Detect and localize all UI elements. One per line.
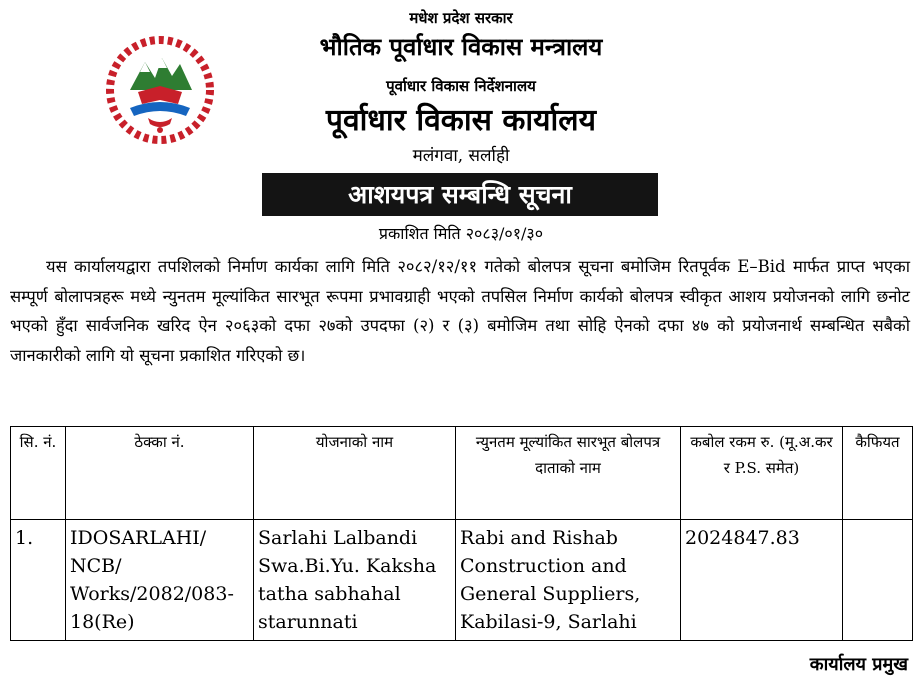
ministry-title: भौतिक पूर्वाधार विकास मन्त्रालय	[319, 32, 603, 61]
notice-body-paragraph: यस कार्यालयद्वारा तपशिलको निर्माण कार्यका लागि मिति २०८२/१२/११ गतेको बोलपत्र सूचना बमोजिम रितपूर्वक E–Bid मार्फत प्राप्त भएका सम्पूर्ण बोलापत्रहरू मध्ये न्युनतम मूल्यांकित सारभूत रूपमा प्रभावग्राही भएको तपसिल निर्माण कार्यको बोलपत्र स्वीकृत आशय प्रयोजनको लागि छनोट भएको हुँदा सार्वजनिक खरिद ऐन २०६३को दफा २७को उपदफा (२) र (३) बमोजिम तथा सोहि ऐनको दफा ४७ को प्रयोजनार्थ सम्बन्धित सबैको जानकारीको लागि यो सूचना प्रकाशित गरिएको छ।	[10, 257, 910, 365]
cell-bid-amount: 2024847.83	[681, 520, 843, 641]
office-chief-signature: कार्यालय प्रमुख	[809, 654, 908, 675]
table-header-row	[11, 427, 913, 520]
header-project-name: योजनाको नाम	[254, 427, 456, 520]
header-remarks: कैफियत	[843, 427, 913, 520]
office-title: पूर्वाधार विकास कार्यालय	[325, 103, 597, 138]
table-row	[11, 520, 913, 641]
header-serial-number: सि. नं.	[11, 427, 66, 520]
header-contract-number: ठेक्का नं.	[66, 427, 254, 520]
cell-project-name: Sarlahi Lalbandi Swa.Bi.Yu. Kaksha tatha sabhahal starunnati	[254, 520, 456, 641]
cell-serial-number: 1.	[11, 520, 66, 641]
directorate-title: पूर्वाधार विकास निर्देशनालय	[386, 77, 536, 95]
province-government-title: मधेश प्रदेश सरकार	[409, 9, 513, 27]
notice-title-banner: आशयपत्र सम्बन्धि सूचना	[262, 173, 658, 216]
cell-contract-number: IDOSARLAHI/ NCB/ Works/2082/083-18(Re)	[66, 520, 254, 641]
office-address: मलंगवा, सर्लाही	[412, 146, 510, 166]
header-bid-amount: कबोल रकम रु. (मू.अ.कर र P.S. समेत)	[681, 427, 843, 520]
header-bidder-name: न्युनतम मूल्यांकित सारभूत बोलपत्र दाताको नाम	[456, 427, 681, 520]
published-date: प्रकाशित मिति २०८३/०१/३०	[378, 224, 544, 243]
cell-bidder-name: Rabi and Rishab Construction and General Suppliers, Kabilasi-9, Sarlahi	[456, 520, 681, 641]
award-table	[10, 426, 913, 641]
cell-remarks	[843, 520, 913, 641]
